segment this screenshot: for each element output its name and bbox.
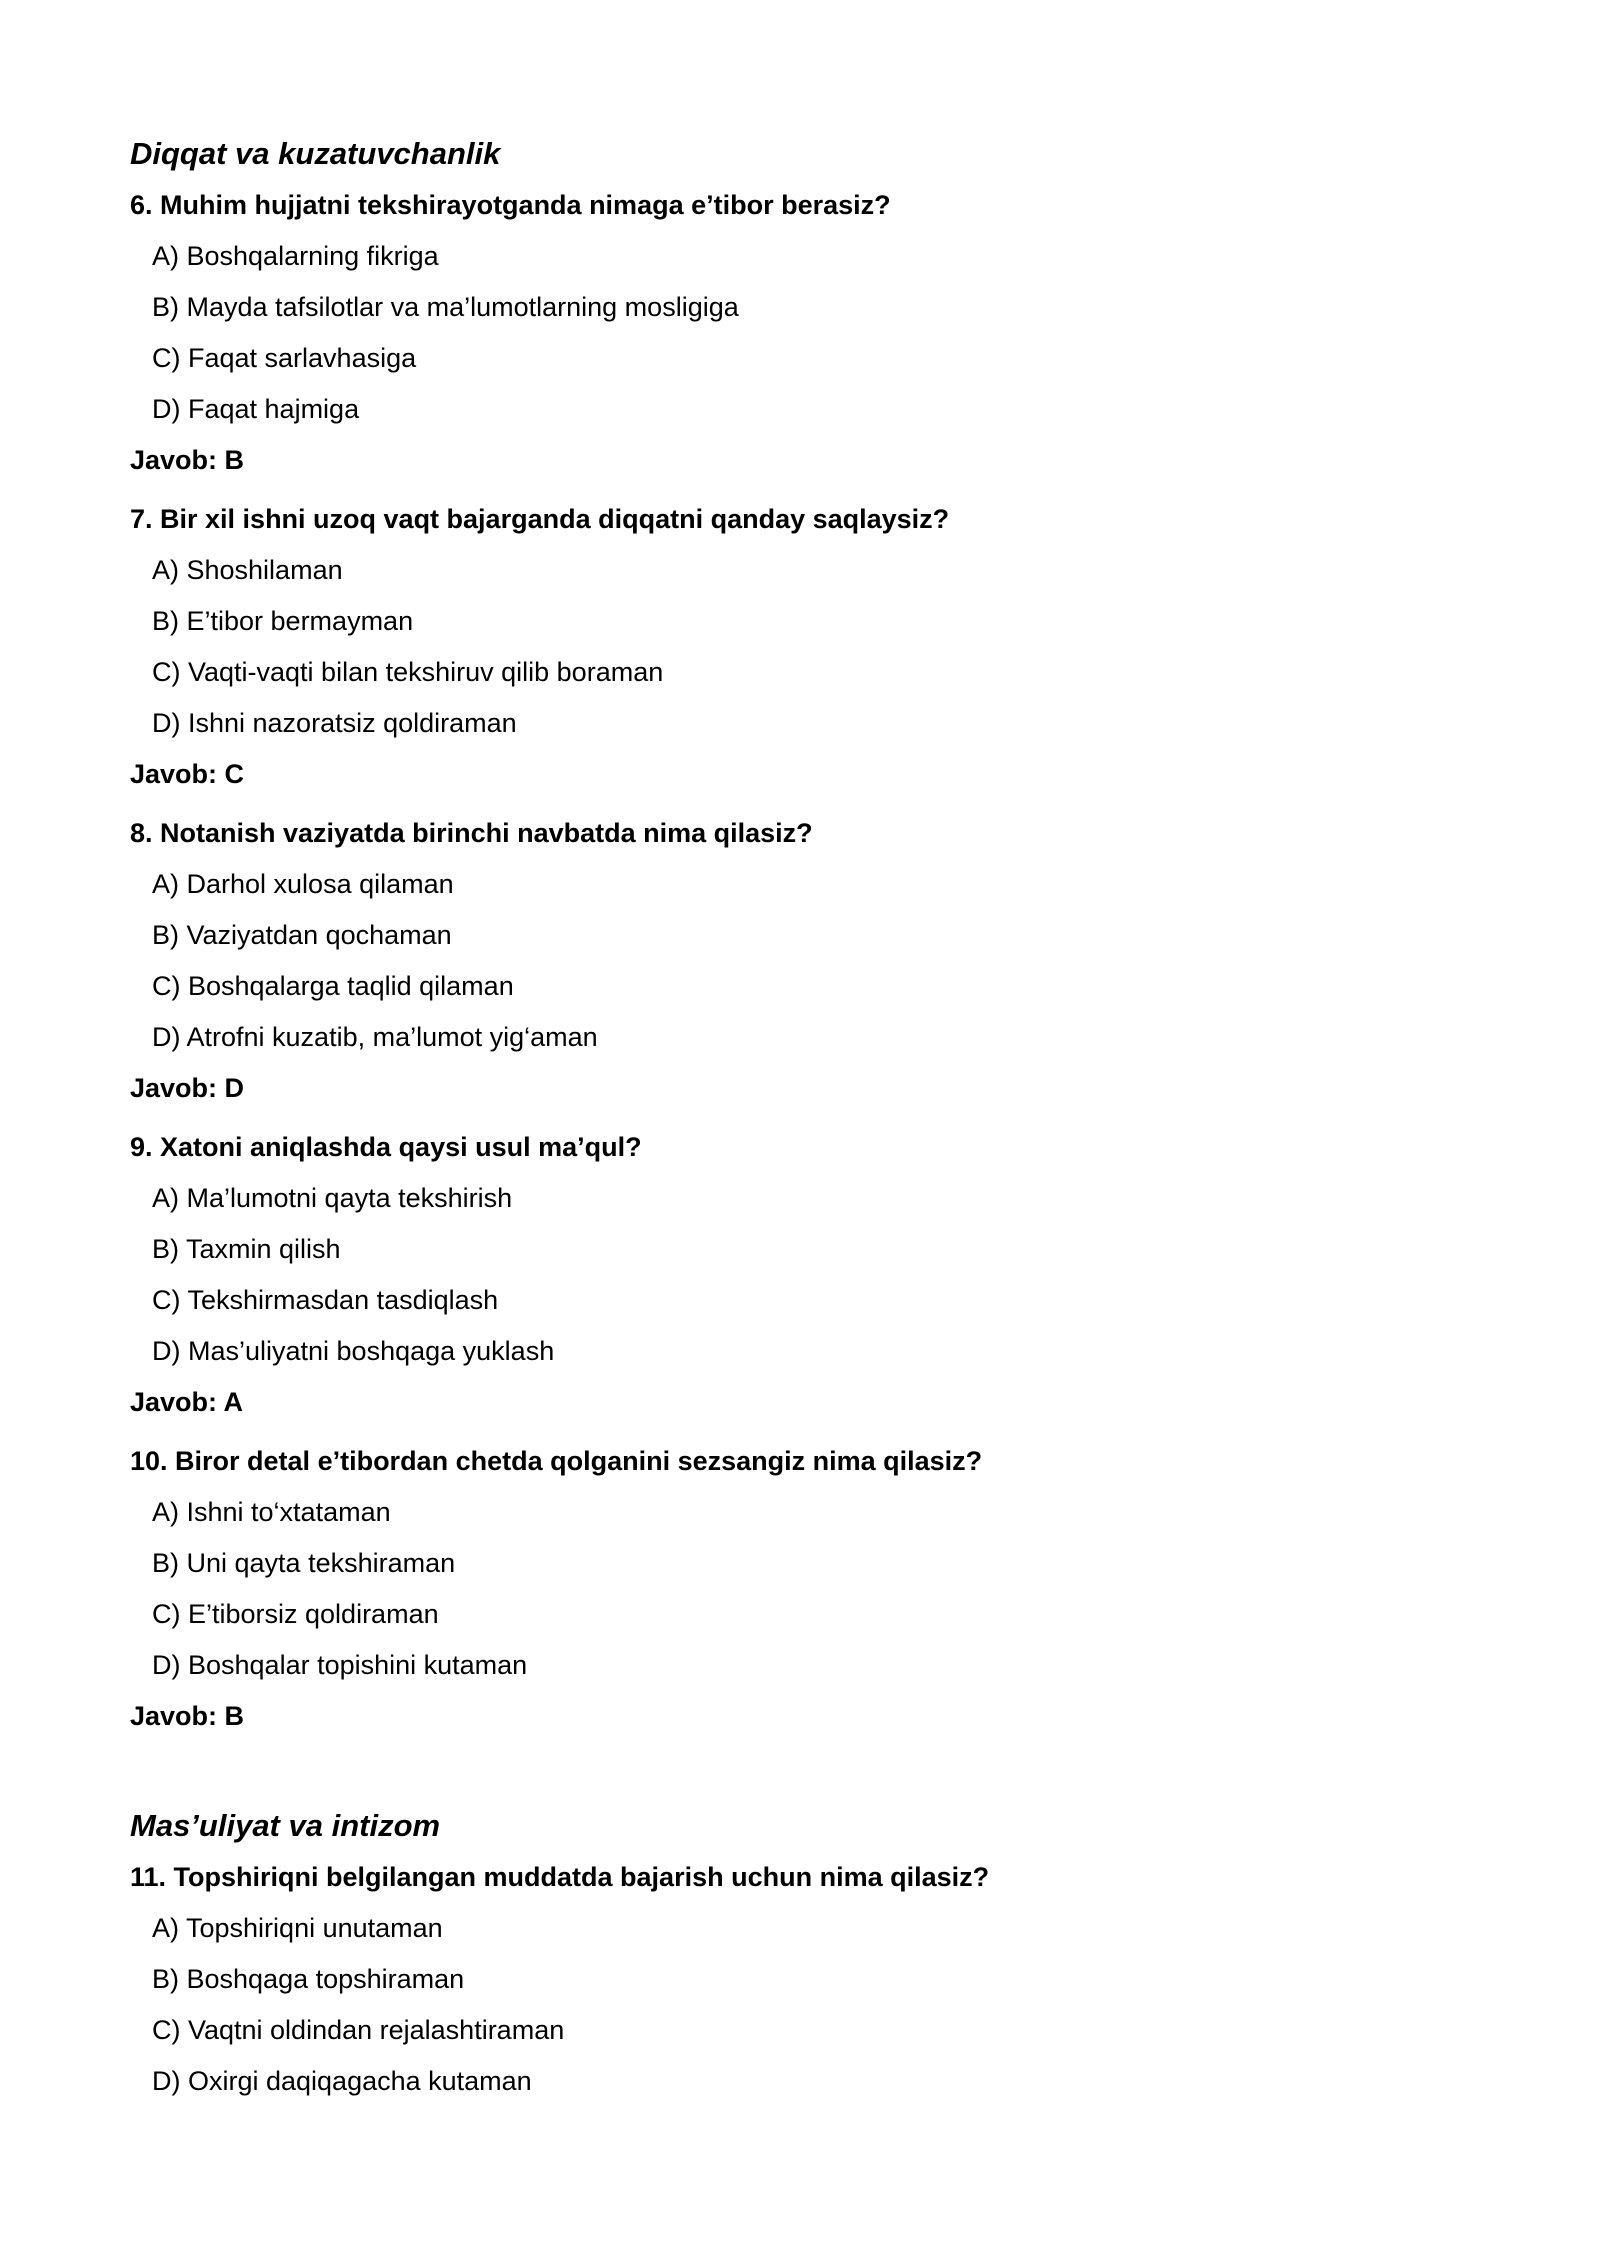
option-c: C) Vaqtni oldindan rejalashtiraman bbox=[152, 2015, 565, 2045]
section-attention bbox=[130, 128, 1470, 1742]
option-d: D) Mas’uliyatni boshqaga yuklash bbox=[152, 1336, 555, 1366]
question-10 bbox=[130, 1436, 1470, 1742]
answer-value: B bbox=[224, 445, 245, 475]
option-a: A) Ishni to‘xtataman bbox=[152, 1497, 391, 1527]
question-text: 11. Topshiriqni belgilangan muddatda bajarish uchun nima qilasiz? bbox=[130, 1862, 990, 1892]
option-b: B) Boshqaga topshiraman bbox=[152, 1964, 465, 1994]
question-8 bbox=[130, 808, 1470, 1114]
section-title: Diqqat va kuzatuvchanlik bbox=[130, 136, 501, 171]
answer-value: D bbox=[224, 1073, 245, 1103]
answer-value: A bbox=[223, 1387, 244, 1417]
option-b: B) Mayda tafsilotlar va ma’lumotlarning mosligiga bbox=[152, 292, 739, 322]
option-a: A) Topshiriqni unutaman bbox=[152, 1913, 443, 1943]
option-d: D) Atrofni kuzatib, ma’lumot yig‘aman bbox=[152, 1022, 598, 1052]
question-9 bbox=[130, 1122, 1470, 1428]
answer-label: Javob: bbox=[130, 1073, 218, 1103]
option-c: C) E’tiborsiz qoldiraman bbox=[152, 1599, 439, 1629]
answer-label: Javob: bbox=[130, 1701, 218, 1731]
option-b: B) Vaziyatdan qochaman bbox=[152, 920, 452, 950]
answer-label: Javob: bbox=[130, 759, 218, 789]
answer-line bbox=[130, 1063, 1470, 1114]
option-c: C) Vaqti-vaqti bilan tekshiruv qilib boraman bbox=[152, 657, 664, 687]
option-d: D) Faqat hajmiga bbox=[152, 394, 360, 424]
answer-line bbox=[130, 435, 1470, 486]
section-spacer bbox=[130, 1750, 1470, 1800]
option-d: D) Boshqalar topishini kutaman bbox=[152, 1650, 528, 1680]
option-b: B) Uni qayta tekshiraman bbox=[152, 1548, 456, 1578]
option-a: A) Shoshilaman bbox=[152, 555, 343, 585]
option-a: A) Darhol xulosa qilaman bbox=[152, 869, 454, 899]
question-text: 6. Muhim hujjatni tekshirayotganda nimaga e’tibor berasiz? bbox=[130, 190, 891, 220]
option-d: D) Ishni nazoratsiz qoldiraman bbox=[152, 708, 517, 738]
option-c: C) Boshqalarga taqlid qilaman bbox=[152, 971, 514, 1001]
option-b: B) E’tibor bermayman bbox=[152, 606, 414, 636]
question-7 bbox=[130, 494, 1470, 800]
option-a: A) Boshqalarning fikriga bbox=[152, 241, 439, 271]
answer-value: C bbox=[224, 759, 245, 789]
option-a: A) Ma’lumotni qayta tekshirish bbox=[152, 1183, 513, 1213]
question-text: 8. Notanish vaziyatda birinchi navbatda nima qilasiz? bbox=[130, 818, 813, 848]
answer-line bbox=[130, 1691, 1470, 1742]
answer-label: Javob: bbox=[130, 445, 218, 475]
answer-line bbox=[130, 1377, 1470, 1428]
option-c: C) Faqat sarlavhasiga bbox=[152, 343, 417, 373]
question-text: 7. Bir xil ishni uzoq vaqt bajarganda diqqatni qanday saqlaysiz? bbox=[130, 504, 950, 534]
answer-label: Javob: bbox=[130, 1387, 218, 1417]
question-6 bbox=[130, 180, 1470, 486]
question-text: 10. Biror detal e’tibordan chetda qolganini sezsangiz nima qilasiz? bbox=[130, 1446, 983, 1476]
section-responsibility bbox=[130, 1800, 1470, 2107]
option-c: C) Tekshirmasdan tasdiqlash bbox=[152, 1285, 499, 1315]
answer-value: B bbox=[224, 1701, 245, 1731]
question-11 bbox=[130, 1852, 1470, 2107]
question-text: 9. Xatoni aniqlashda qaysi usul ma’qul? bbox=[130, 1132, 642, 1162]
document-page bbox=[130, 128, 1470, 2107]
answer-line bbox=[130, 749, 1470, 800]
option-b: B) Taxmin qilish bbox=[152, 1234, 341, 1264]
section-title: Mas’uliyat va intizom bbox=[130, 1808, 441, 1843]
option-d: D) Oxirgi daqiqagacha kutaman bbox=[152, 2066, 532, 2096]
